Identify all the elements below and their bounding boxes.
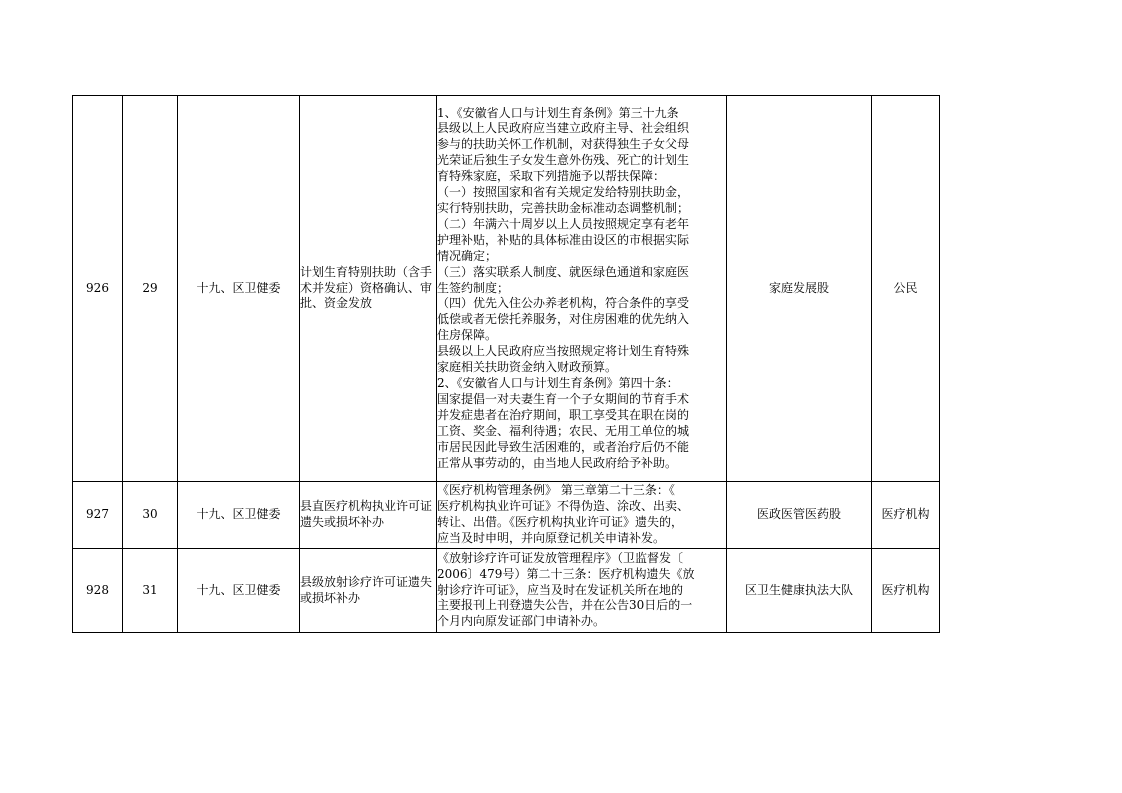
legal-basis-line: 医疗机构执业许可证》不得伪造、涂改、出卖、 (437, 499, 690, 514)
legal-basis-line: （二）年满六十周岁以上人员按照规定享有老年 (437, 216, 690, 231)
item-cell: 县直医疗机构执业许可证遗失或损坏补办 (300, 482, 437, 549)
legal-basis-line: 射诊疗许可证》，应当及时在发证机关所在地的 (437, 582, 684, 597)
legal-basis-line: 转让、出借。《医疗机构执业许可证》遗失的， (437, 515, 684, 529)
item-cell: 计划生育特别扶助（含手术并发症）资格确认、审批、资金发放 (300, 96, 437, 482)
unit-cell: 家庭发展股 (727, 96, 872, 482)
legal-basis-line: 《医疗机构管理条例》 第三章第二十三条：《 (437, 483, 675, 498)
department-cell: 十九、区卫健委 (178, 482, 300, 549)
legal-basis-line: 实行特别扶助，完善扶助金标准动态调整机制； (437, 201, 690, 216)
legal-basis-line: 主要报刊上刊登遗失公告，并在公告30日后的一 (437, 598, 693, 613)
legal-basis-line: 情况确定； (437, 248, 498, 263)
department-cell: 十九、区卫健委 (178, 96, 300, 482)
unit-cell: 医政医管医药股 (727, 482, 872, 549)
legal-basis-line: 2006〕479号）第二十三条：医疗机构遗失《放 (437, 566, 695, 581)
legal-basis-line: 低偿或者无偿托养服务，对住房困难的优先纳入 (437, 312, 690, 327)
legal-basis-line: 《放射诊疗许可证发放管理程序》（卫监督发〔 (437, 550, 684, 565)
legal-basis-line: 住房保障。 (437, 328, 498, 343)
legal-basis-line: 县级以上人民政府应当建立政府主导、社会组织 (437, 121, 690, 136)
legal-basis-line: 工资、奖金、福利待遇；农民、无用工单位的城 (437, 423, 690, 438)
legal-basis-line: （三）落实联系人制度、就医绿色通道和家庭医 (437, 264, 690, 279)
legal-basis-line: 家庭相关扶助资金纳入财政预算。 (437, 360, 618, 375)
legal-basis-cell (437, 482, 727, 549)
sub-seq-cell: 31 (123, 549, 178, 633)
table-row (73, 482, 940, 549)
seq-cell: 926 (73, 96, 123, 482)
legal-basis-line: 正常从事劳动的，由当地人民政府给予补助。 (437, 455, 678, 470)
legal-basis-line: 参与的扶助关怀工作机制，对获得独生子女父母 (437, 137, 690, 152)
seq-cell: 928 (73, 549, 123, 633)
legal-basis-line: 个月内向原发证部门申请补办。 (437, 614, 606, 629)
target-cell: 公民 (872, 96, 940, 482)
legal-basis-line: 2、《安徽省人口与计划生育条例》第四十条： (437, 375, 679, 390)
legal-basis-line: 并发症患者在治疗期间，职工享受其在职在岗的 (437, 407, 690, 422)
legal-basis-line: （一）按照国家和省有关规定发给特别扶助金， (437, 185, 690, 200)
matters-table (72, 95, 940, 633)
legal-basis-line: 光荣证后独生子女发生意外伤残、死亡的计划生 (437, 153, 690, 168)
unit-cell: 区卫生健康执法大队 (727, 549, 872, 633)
legal-basis-line: 国家提倡一对夫妻生育一个子女期间的节育手术 (437, 391, 690, 406)
legal-basis-line: 护理补贴，补贴的具体标准由设区的市根据实际 (437, 232, 690, 247)
legal-basis-line: 1、《安徽省人口与计划生育条例》第三十九条 (437, 105, 679, 120)
item-cell: 县级放射诊疗许可证遗失或损坏补办 (300, 549, 437, 633)
sub-seq-cell: 29 (123, 96, 178, 482)
seq-cell: 927 (73, 482, 123, 549)
legal-basis-line: （四）优先入住公办养老机构，符合条件的享受 (437, 296, 690, 311)
legal-basis-line: 县级以上人民政府应当按照规定将计划生育特殊 (437, 344, 690, 359)
target-cell: 医疗机构 (872, 482, 940, 549)
sub-seq-cell: 30 (123, 482, 178, 549)
table-row (73, 549, 940, 633)
target-cell: 医疗机构 (872, 549, 940, 633)
department-cell: 十九、区卫健委 (178, 549, 300, 633)
legal-basis-line: 育特殊家庭，采取下列措施予以帮扶保障： (437, 169, 666, 184)
legal-basis-line: 应当及时申明，并向原登记机关申请补发。 (437, 530, 666, 545)
legal-basis-cell (437, 549, 727, 633)
legal-basis-line: 市居民因此导致生活困难的，或者治疗后仍不能 (437, 439, 690, 454)
legal-basis-cell (437, 96, 727, 482)
table-row (73, 96, 940, 482)
legal-basis-line: 生签约制度； (437, 280, 510, 295)
